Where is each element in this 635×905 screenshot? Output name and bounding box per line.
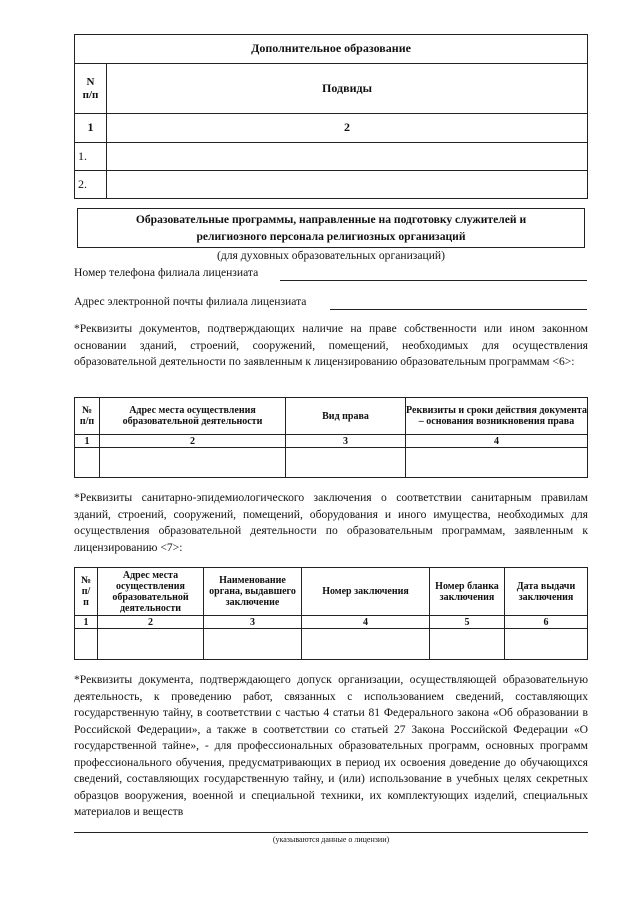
- col-header-issuing-authority: Наименование органа, выдавшего заключение: [204, 568, 302, 616]
- table-row: [75, 629, 588, 660]
- phone-field[interactable]: [280, 280, 587, 281]
- col-header-right-type: Вид права: [286, 398, 406, 435]
- col-header-number: № п/ п: [75, 568, 98, 616]
- table-row: [75, 448, 588, 478]
- index-cell: 1: [75, 616, 98, 629]
- data-cell[interactable]: [286, 448, 406, 478]
- section-title-line2: религиозного персонала религиозных организаций: [196, 230, 466, 243]
- index-cell: 2: [98, 616, 204, 629]
- index-cell: 3: [204, 616, 302, 629]
- data-cell[interactable]: [75, 629, 98, 660]
- col-header-number: N п/п: [75, 64, 107, 114]
- footer-note: (указываются данные о лицензии): [272, 835, 390, 844]
- index-cell: 4: [302, 616, 430, 629]
- index-cell: 3: [286, 435, 406, 448]
- sanitary-conclusion-paragraph: *Реквизиты санитарно-эпидемиологического заключения о соответствии санитарным правилам зданий, строений, сооружений, помещений, оборудования и иного имущества, необходимых для осуществления образовательной деятельности по образовательным программам, заявленным к лицензированию <7>:: [74, 491, 588, 554]
- email-field[interactable]: [330, 309, 587, 310]
- index-cell: 2: [107, 114, 588, 143]
- email-label: Адрес электронной почты филиала лицензиата: [74, 295, 307, 308]
- sanitary-conclusion-table: [74, 567, 588, 660]
- section-title-line1: Образовательные программы, направленные на подготовку служителей и: [135, 213, 527, 226]
- property-documents-paragraph: *Реквизиты документов, подтверждающих наличие на праве собственности или ином законном основании зданий, строений, сооружений, помещений, необходимых для осуществления образовательной деятельности по заявленным к лицензированию образовательным программам <6>:: [74, 322, 588, 368]
- col-header-address: Адрес места осуществления образовательной деятельности: [98, 568, 204, 616]
- index-cell: 1: [75, 114, 107, 143]
- data-cell[interactable]: [204, 629, 302, 660]
- index-cell: 4: [406, 435, 588, 448]
- data-cell[interactable]: [406, 448, 588, 478]
- index-cell: 2: [100, 435, 286, 448]
- data-cell[interactable]: [302, 629, 430, 660]
- index-cell: 5: [430, 616, 505, 629]
- data-cell[interactable]: [430, 629, 505, 660]
- section-title-box: [77, 208, 585, 248]
- data-cell[interactable]: [75, 448, 100, 478]
- row-number: 2.: [75, 171, 107, 199]
- col-header-address: Адрес места осуществления образовательной деятельности: [100, 398, 286, 435]
- data-cell[interactable]: [98, 629, 204, 660]
- col-header-issue-date: Дата выдачи заключения: [505, 568, 588, 616]
- row-number: 1.: [75, 143, 107, 171]
- col-header-number: № п/п: [75, 398, 100, 435]
- table-title: Дополнительное образование: [75, 35, 588, 64]
- col-header-subtypes: Подвиды: [107, 64, 588, 114]
- subtype-cell[interactable]: [107, 171, 588, 199]
- section-note: (для духовных образовательных организаций): [217, 249, 445, 262]
- data-cell[interactable]: [505, 629, 588, 660]
- table-row: [75, 143, 588, 171]
- col-header-document-details: Реквизиты и сроки действия документа – основания возникновения права: [406, 398, 588, 435]
- data-cell[interactable]: [100, 448, 286, 478]
- col-header-form-number: Номер бланка заключения: [430, 568, 505, 616]
- license-data-field[interactable]: [74, 832, 588, 833]
- additional-education-table: [74, 34, 588, 199]
- col-header-conclusion-number: Номер заключения: [302, 568, 430, 616]
- property-documents-table: [74, 397, 588, 478]
- index-cell: 1: [75, 435, 100, 448]
- subtype-cell[interactable]: [107, 143, 588, 171]
- phone-label: Номер телефона филиала лицензиата: [74, 266, 259, 279]
- index-cell: 6: [505, 616, 588, 629]
- table-row: [75, 171, 588, 199]
- state-secret-paragraph: *Реквизиты документа, подтверждающего допуск организации, осуществляющей образовательную деятельность, к проведению работ, связанных с использованием сведений, составляющих государственную тайну, в соответствии с частью 4 статьи 81 Федерального закона «Об образовании в Российской Федерации», а также в соответствии со статьей 27 Закона Российской Федерации «О государственной тайне», - для профессиональных образовательных программ, основных программ профессионального обучения, предусматривающих в период их освоения доведение до обучающихся сведений, составляющих государственную тайну, и (или) использование в учебных целях секретных образцов вооружения, военной и специальной техники, их комплектующих изделий, специальных материалов и веществ: [74, 673, 588, 818]
